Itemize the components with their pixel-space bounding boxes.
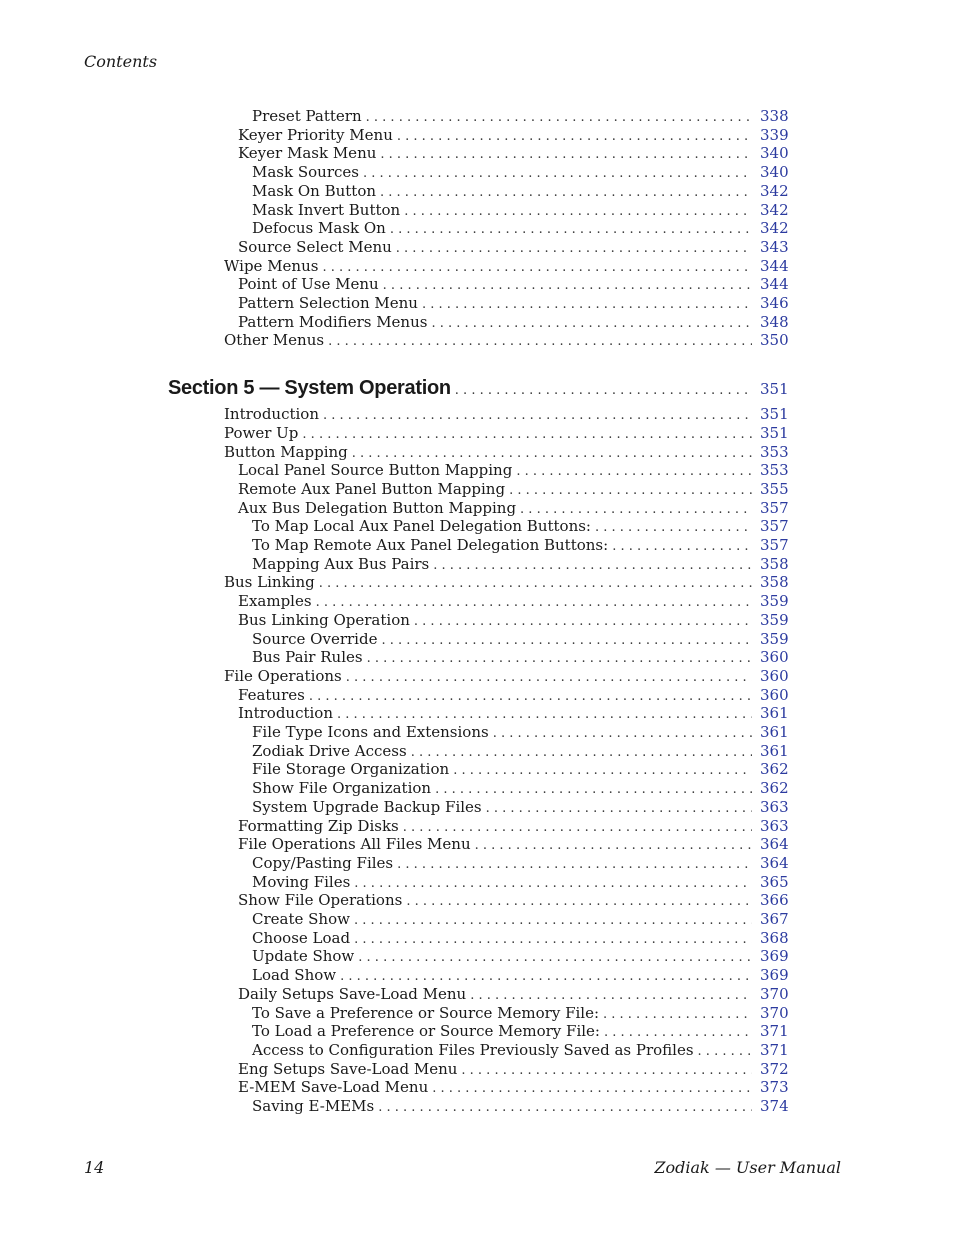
toc-entry-title: Power Up [224,423,299,442]
toc-page-link[interactable]: 340 [760,163,789,182]
toc-entry-title: Point of Use Menu [238,275,379,294]
toc-entry-title: File Storage Organization [252,760,450,779]
toc-entry[interactable] [252,554,789,573]
toc-page-link[interactable]: 351 [760,405,789,424]
toc-entry-title: Mapping Aux Bus Pairs [252,554,430,573]
toc-entry[interactable] [252,1022,789,1041]
toc-entry[interactable] [252,910,789,928]
toc-page-link[interactable]: 357 [760,517,789,536]
toc-page-link[interactable]: 357 [760,536,789,554]
toc-page-link[interactable]: 359 [760,610,789,629]
toc-entry-title: Zodiak Drive Access [252,741,407,760]
toc-entry[interactable] [252,200,789,219]
dot-leader [509,483,752,498]
toc-entry[interactable] [238,835,789,854]
toc-entry-title: Moving Files [252,872,351,891]
toc-page-link[interactable]: 366 [760,891,789,910]
toc-page-link[interactable]: 342 [760,219,789,238]
toc-page-link[interactable]: 372 [760,1059,789,1078]
toc-entry[interactable] [224,256,789,275]
toc-entry[interactable] [238,461,789,480]
running-header: Contents [84,52,158,71]
toc-entry-title: System Upgrade Backup Files [252,797,482,816]
toc-entry[interactable] [238,685,789,704]
toc-entry[interactable] [252,181,789,200]
toc-entry-title: Mask Sources [252,163,359,182]
toc-page-link[interactable]: 369 [760,947,789,966]
dot-leader [302,427,752,442]
toc-page-link[interactable]: 359 [760,592,789,611]
toc-page-link[interactable]: 373 [760,1078,789,1097]
dot-leader [380,185,752,200]
toc-entry[interactable] [238,592,789,611]
toc-page-link[interactable]: 361 [760,704,789,723]
dot-leader [461,1063,752,1078]
toc-entry-title: Introduction [238,704,333,723]
toc-page-link[interactable]: 367 [760,910,789,928]
dot-leader [595,520,752,535]
dot-leader [340,969,752,984]
toc-entry[interactable] [238,816,789,835]
dot-leader [337,707,752,722]
toc-page-link[interactable]: 338 [760,107,789,125]
toc-page-link[interactable]: 363 [760,816,789,835]
dot-leader [404,204,752,219]
toc-entry-title: Pattern Selection Menu [238,294,418,312]
toc-entry-title: Copy/Pasting Files [252,853,394,872]
toc-entry-title: Choose Load [252,928,351,947]
dot-leader [470,988,752,1003]
toc-page-link[interactable]: 362 [760,779,789,798]
toc-entry[interactable] [238,1078,789,1097]
dot-leader [433,558,752,573]
dot-leader [520,502,752,517]
dot-leader [381,633,752,648]
toc-entry-title: Other Menus [224,331,325,350]
toc-entry-title: Bus Linking Operation [238,610,410,629]
dot-leader [383,278,752,293]
dot-leader [390,222,752,237]
toc-page-link[interactable]: 344 [760,275,789,294]
toc-page-link[interactable]: 371 [760,1040,789,1059]
toc-entry-title: Eng Setups Save-Load Menu [238,1059,458,1078]
toc-entry[interactable] [252,928,789,947]
toc-entry[interactable] [224,666,789,685]
toc-entry[interactable] [238,984,789,1003]
dot-leader [453,763,752,778]
toc-entry[interactable] [252,1003,789,1022]
toc-entry[interactable] [238,610,789,629]
dot-leader [352,446,752,461]
dot-leader [366,110,752,125]
toc-entry-title: Saving E-MEMs [252,1097,375,1115]
dot-leader [397,857,752,872]
toc-page-link[interactable]: 358 [760,554,789,573]
dot-leader [411,745,752,760]
toc-entry-title: Bus Pair Rules [252,648,363,667]
toc-entry-title: Button Mapping [224,442,348,461]
toc-page-link[interactable]: 344 [760,256,789,275]
toc-entry[interactable] [252,163,789,182]
dot-leader [422,297,752,312]
toc-entry-title: Aux Bus Delegation Button Mapping [238,498,517,517]
toc-entry-title: To Save a Preference or Source Memory File: [252,1003,599,1022]
toc-entry-title: Pattern Modifiers Menus [238,312,428,331]
dot-leader [604,1025,752,1040]
dot-leader [455,383,752,398]
toc-page-link[interactable]: 353 [760,461,789,480]
toc-entry[interactable] [252,797,789,816]
toc-entry-title: Source Override [252,629,378,648]
toc-entry[interactable] [252,107,789,125]
toc-page-link[interactable]: 350 [760,331,789,350]
toc-entry[interactable] [252,517,789,536]
dot-leader [309,689,752,704]
toc-page-link[interactable]: 353 [760,442,789,461]
dot-leader [323,408,752,423]
dot-leader [493,726,752,741]
toc-page-link[interactable]: 370 [760,1003,789,1022]
dot-leader [698,1044,752,1059]
toc-entry-title: Show File Organization [252,779,432,798]
dot-leader [380,147,752,162]
toc-entry-title: Mask On Button [252,181,377,200]
toc-entry[interactable] [252,629,789,648]
toc-entry-title: Wipe Menus [224,256,319,275]
toc-page-link[interactable]: 355 [760,479,789,498]
dot-leader [316,595,752,610]
toc-entry[interactable] [238,275,789,294]
toc-entry[interactable] [252,219,789,238]
toc-entry-title: Create Show [252,910,350,928]
toc-page-link[interactable]: 358 [760,573,789,592]
dot-leader [603,1007,752,1022]
dot-leader [414,614,752,629]
toc-entry[interactable] [224,423,789,442]
dot-leader [612,539,752,554]
toc-entry[interactable] [252,872,789,891]
toc-page-link[interactable]: 339 [760,125,789,144]
toc-entry[interactable] [252,536,789,554]
toc-entry-title: To Map Remote Aux Panel Delegation Buttons: [252,536,609,554]
dot-leader [431,316,752,331]
dot-leader [403,820,752,835]
toc-entry[interactable] [252,1097,789,1115]
dot-leader [358,950,752,965]
toc-entry[interactable] [238,1059,789,1078]
toc-page-link[interactable]: 364 [760,835,789,854]
toc-entry[interactable] [238,237,789,256]
toc-entry-title: Load Show [252,966,337,985]
toc-entry-title: To Load a Preference or Source Memory File: [252,1022,600,1041]
toc-page-link[interactable]: 342 [760,200,789,219]
toc-entry-title: E-MEM Save-Load Menu [238,1078,429,1097]
toc-page-link[interactable]: 342 [760,181,789,200]
dot-leader [346,670,752,685]
toc-entry-title: File Operations All Files Menu [238,835,471,854]
toc-entry-title: Keyer Mask Menu [238,144,377,163]
toc-entry[interactable] [252,648,789,667]
toc-section-heading[interactable] [168,377,789,403]
toc-entry-title: Source Select Menu [238,237,392,256]
dot-leader [486,801,752,816]
toc-entry[interactable] [224,442,789,461]
dot-leader [475,838,752,853]
toc-entry[interactable] [252,853,789,872]
toc-entry[interactable] [238,125,789,144]
toc-entry[interactable] [224,573,789,592]
toc-entry-title: Show File Operations [238,891,403,910]
toc-entry[interactable] [252,947,789,966]
dot-leader [322,260,752,275]
toc-page-link[interactable]: 371 [760,1022,789,1041]
toc-page-link[interactable]: 351 [760,380,789,399]
book-title: Zodiak — User Manual [654,1158,841,1177]
toc-page-link[interactable]: 360 [760,648,789,667]
toc-entry[interactable] [238,498,789,517]
toc-entry-title: File Type Icons and Extensions [252,723,489,741]
toc-entry[interactable] [224,405,789,424]
toc-entry-title: Daily Setups Save-Load Menu [238,984,467,1003]
dot-leader [432,1081,752,1096]
dot-leader [397,129,752,144]
page-number: 14 [84,1158,105,1177]
toc-entry-title: Local Panel Source Button Mapping [238,461,513,480]
toc-entry-title: Features [238,685,305,704]
dot-leader [354,913,752,928]
toc-page-link[interactable]: 365 [760,872,789,891]
toc-page-link[interactable]: 340 [760,144,789,163]
toc-entry-title: Access to Configuration Files Previously Saved as Profiles [252,1040,694,1059]
toc-entry-title: Formatting Zip Disks [238,816,399,835]
toc-page-link[interactable]: 360 [760,685,789,704]
toc-entry[interactable] [238,479,789,498]
toc-page-link[interactable]: 368 [760,928,789,947]
toc-page-link[interactable]: 357 [760,498,789,517]
toc-entry-title: Introduction [224,405,319,424]
toc-entry-title: Preset Pattern [252,107,362,125]
toc-entry-title: Update Show [252,947,355,966]
toc-entry[interactable] [252,760,789,779]
dot-leader [354,932,752,947]
toc-entry[interactable] [252,741,789,760]
toc-page-link[interactable]: 346 [760,294,789,312]
toc-entry[interactable] [238,144,789,163]
toc-page-link[interactable]: 370 [760,984,789,1003]
toc-page-link[interactable]: 363 [760,797,789,816]
toc-entry-title: Examples [238,592,312,611]
toc-page-link[interactable]: 359 [760,629,789,648]
toc-entry[interactable] [238,704,789,723]
toc-page-link[interactable]: 348 [760,312,789,331]
toc-entry-title: Remote Aux Panel Button Mapping [238,479,506,498]
toc-entry-title: File Operations [224,666,342,685]
toc-page-link[interactable]: 361 [760,741,789,760]
toc-entry[interactable] [224,331,789,350]
toc-entry[interactable] [252,779,789,798]
toc-entry[interactable] [252,723,789,741]
toc-entry[interactable] [238,312,789,331]
toc-entry[interactable] [252,966,789,985]
dot-leader [319,576,752,591]
toc-entry-title: Section 5 — System Operation [168,377,451,400]
toc-page-link[interactable]: 351 [760,423,789,442]
dot-leader [363,166,752,181]
toc-page-link[interactable]: 343 [760,237,789,256]
toc-page-link[interactable]: 369 [760,966,789,985]
dot-leader [367,651,752,666]
toc-entry-title: Defocus Mask On [252,219,386,238]
toc-page-link[interactable]: 362 [760,760,789,779]
toc-entry-title: Keyer Priority Menu [238,125,393,144]
toc-entry[interactable] [252,1040,789,1059]
toc-page-link[interactable]: 361 [760,723,789,741]
toc-entry-title: Mask Invert Button [252,200,401,219]
toc-entry[interactable] [238,891,789,910]
toc-page-link[interactable]: 374 [760,1097,789,1115]
dot-leader [435,782,752,797]
dot-leader [406,894,752,909]
toc-entry-title: Bus Linking [224,573,315,592]
dot-leader [354,876,752,891]
toc-page-link[interactable]: 360 [760,666,789,685]
dot-leader [328,334,752,349]
dot-leader [396,241,752,256]
toc-entry-title: To Map Local Aux Panel Delegation Buttons: [252,517,591,536]
toc-page-link[interactable]: 364 [760,853,789,872]
dot-leader [378,1100,752,1115]
dot-leader [516,464,752,479]
toc-entry[interactable] [238,294,789,312]
